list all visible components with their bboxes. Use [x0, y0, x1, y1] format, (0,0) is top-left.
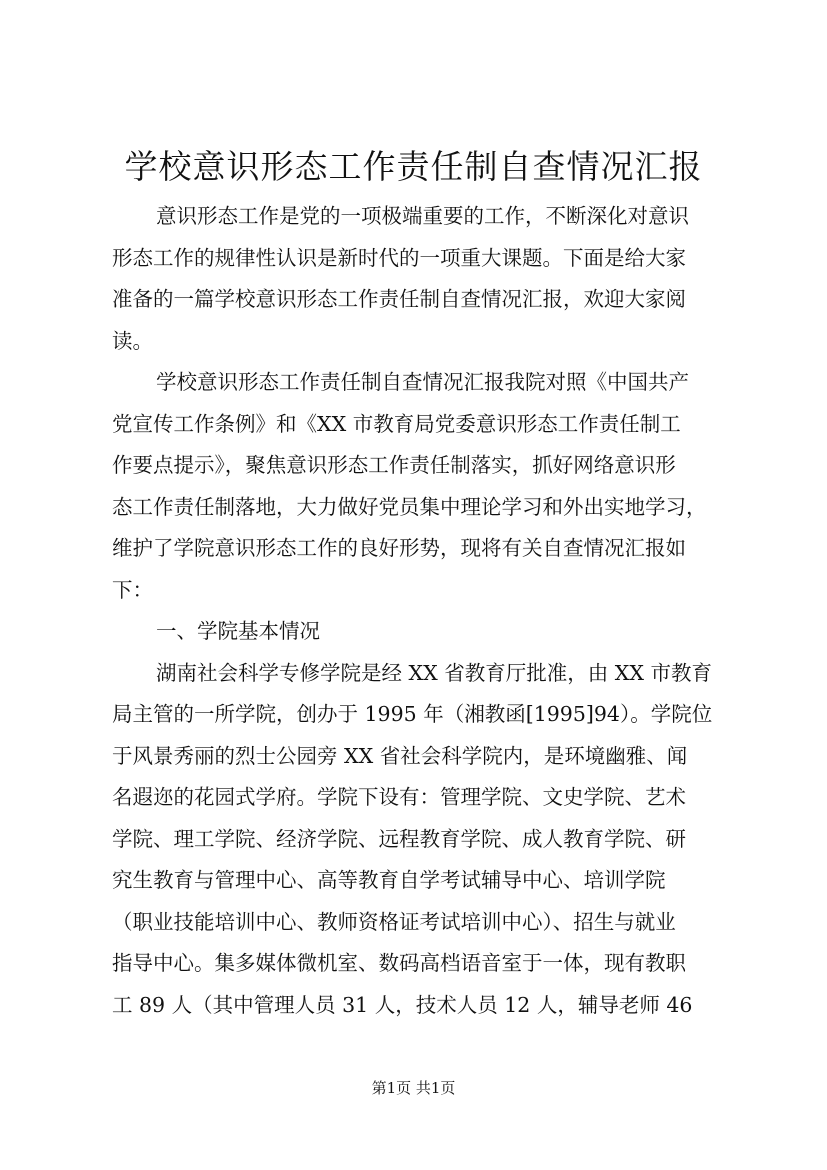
paragraph-line: 下：: [112, 577, 153, 602]
paragraph-line: 意识形态工作是党的一项极端重要的工作，不断深化对意识: [156, 204, 689, 228]
paragraph-line: 读。: [112, 328, 153, 353]
paragraph-line: 态工作责任制落地，大力做好党员集中理论学习和外出实地学习，: [112, 494, 707, 519]
paragraph-line: 维护了学院意识形态工作的良好形势，现将有关自查情况汇报如: [112, 536, 686, 560]
paragraph-line: 究生教育与管理中心、高等教育自学考试辅导中心、培训学院: [112, 868, 666, 892]
paragraph-line: 学校意识形态工作责任制自查情况汇报我院对照《中国共产: [156, 370, 689, 394]
document-body: [112, 196, 732, 1026]
paragraph-line: 湖南社会科学专修学院是经 XX 省教育厅批准，由 XX 市教育: [156, 660, 712, 685]
document-title: 学校意识形态工作责任制自查情况汇报: [124, 147, 703, 186]
paragraph-line: 形态工作的规律性认识是新时代的一项重大课题。下面是给大家: [112, 245, 686, 270]
paragraph-line: 指导中心。集多媒体微机室、数码高档语音室于一体，现有教职: [112, 951, 686, 975]
paragraph-line: 党宣传工作条例》和《XX 市教育局党委意识形态工作责任制工: [112, 411, 681, 436]
paragraph-line: 学院、理工学院、经济学院、远程教育学院、成人教育学院、研: [112, 826, 686, 851]
section-heading: 一、学院基本情况: [156, 619, 320, 643]
paragraph-line: 工 89 人（其中管理人员 31 人，技术人员 12 人，辅导老师 46: [112, 992, 693, 1017]
paragraph-line: 作要点提示》，聚焦意识形态工作责任制落实，抓好网络意识形: [112, 453, 676, 477]
paragraph-line: 名遐迩的花园式学府。学院下设有：管理学院、文史学院、艺术: [112, 785, 686, 809]
paragraph-line: （职业技能培训中心、教师资格证考试培训中心）、招生与就业: [112, 909, 676, 934]
paragraph-line: 准备的一篇学校意识形态工作责任制自查情况汇报，欢迎大家阅: [112, 287, 686, 311]
paragraph-line: 局主管的一所学院，创办于 1995 年（湘教函[1995]94）。学院位: [112, 702, 713, 726]
paragraph-line: 于风景秀丽的烈士公园旁 XX 省社会科学院内，是环境幽雅、闻: [112, 743, 688, 768]
page-footer: 第1页 共1页: [371, 1079, 456, 1097]
